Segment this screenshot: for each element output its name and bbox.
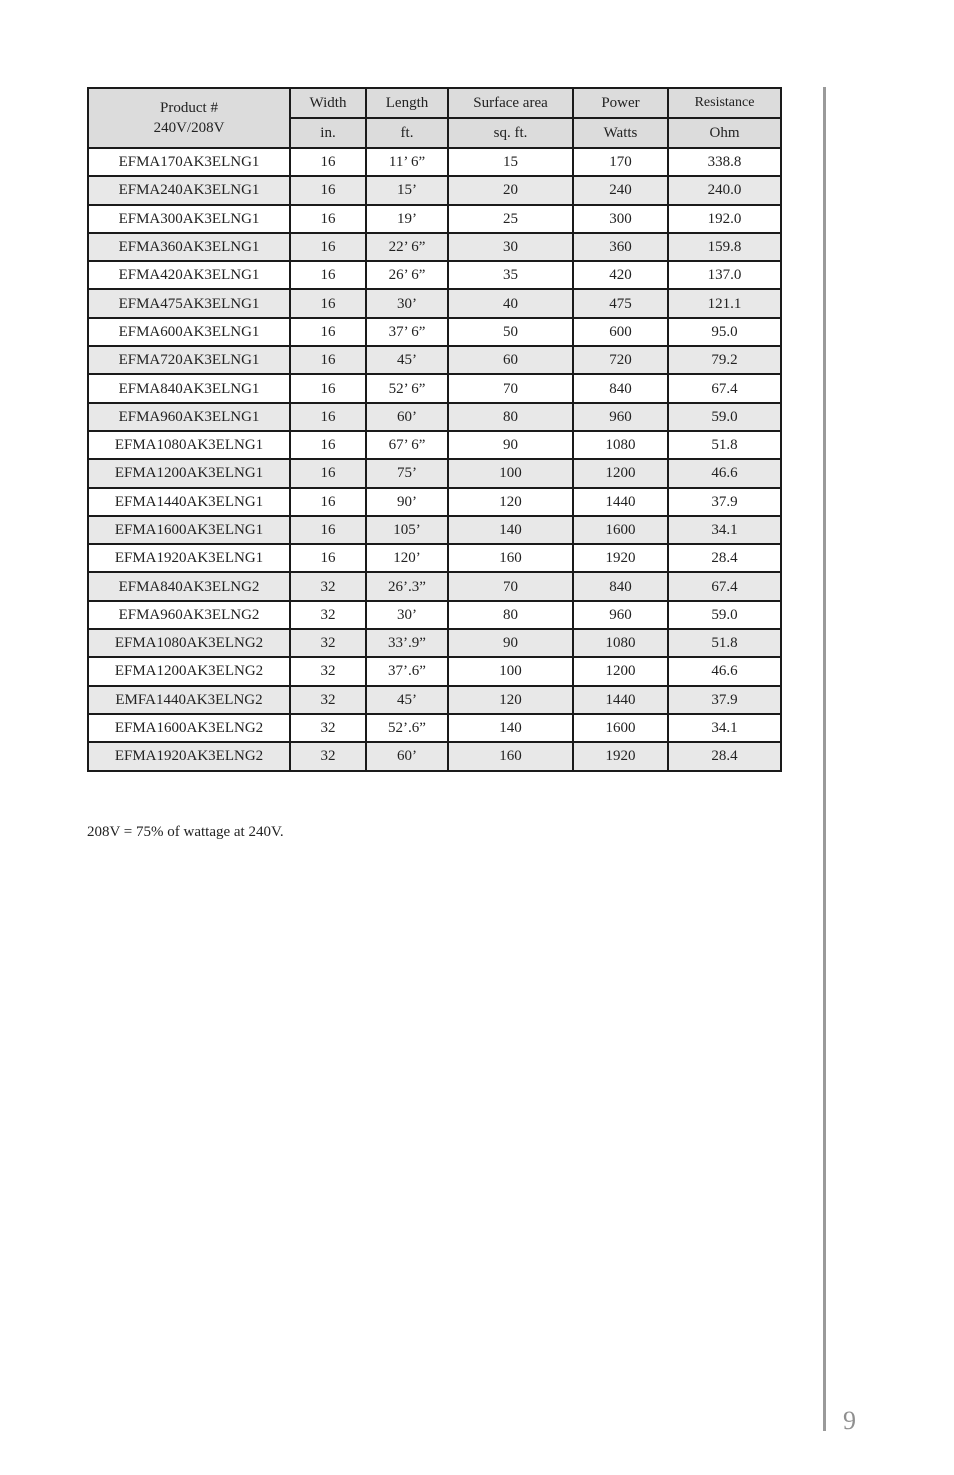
table-body [88, 148, 781, 771]
table-row [88, 176, 781, 204]
cell-resistance: 137.0 [668, 261, 781, 289]
cell-surface-area: 80 [448, 601, 573, 629]
cell-surface-area: 140 [448, 714, 573, 742]
table-row [88, 459, 781, 487]
table-row [88, 261, 781, 289]
cell-resistance: 59.0 [668, 403, 781, 431]
cell-resistance: 67.4 [668, 572, 781, 600]
cell-product: EFMA1200AK3ELNG2 [88, 657, 290, 685]
cell-width: 16 [290, 205, 366, 233]
table-row [88, 572, 781, 600]
cell-width: 16 [290, 403, 366, 431]
cell-surface-area: 90 [448, 629, 573, 657]
cell-resistance: 95.0 [668, 318, 781, 346]
cell-surface-area: 120 [448, 686, 573, 714]
cell-length: 60’ [366, 742, 448, 770]
cell-power: 1920 [573, 544, 668, 572]
cell-length: 37’ 6” [366, 318, 448, 346]
cell-power: 1600 [573, 714, 668, 742]
cell-power: 300 [573, 205, 668, 233]
cell-length: 52’.6” [366, 714, 448, 742]
cell-width: 16 [290, 544, 366, 572]
unit-surface-area: sq. ft. [448, 118, 573, 148]
cell-power: 1080 [573, 431, 668, 459]
cell-length: 19’ [366, 205, 448, 233]
cell-surface-area: 100 [448, 459, 573, 487]
cell-surface-area: 140 [448, 516, 573, 544]
table-row [88, 346, 781, 374]
cell-surface-area: 100 [448, 657, 573, 685]
table-row [88, 601, 781, 629]
cell-resistance: 37.9 [668, 686, 781, 714]
header-row-titles [88, 88, 781, 118]
cell-product: EFMA600AK3ELNG1 [88, 318, 290, 346]
cell-resistance: 34.1 [668, 516, 781, 544]
table-row [88, 714, 781, 742]
cell-surface-area: 50 [448, 318, 573, 346]
cell-surface-area: 35 [448, 261, 573, 289]
cell-resistance: 79.2 [668, 346, 781, 374]
cell-surface-area: 20 [448, 176, 573, 204]
cell-product: EFMA1080AK3ELNG1 [88, 431, 290, 459]
header-resistance: Resistance [668, 88, 781, 118]
cell-product: EFMA1440AK3ELNG1 [88, 488, 290, 516]
cell-surface-area: 90 [448, 431, 573, 459]
unit-length: ft. [366, 118, 448, 148]
header-width: Width [290, 88, 366, 118]
cell-surface-area: 15 [448, 148, 573, 176]
table-row [88, 289, 781, 317]
cell-length: 75’ [366, 459, 448, 487]
cell-power: 600 [573, 318, 668, 346]
cell-resistance: 67.4 [668, 374, 781, 402]
header-power: Power [573, 88, 668, 118]
cell-product: EFMA1920AK3ELNG1 [88, 544, 290, 572]
cell-length: 37’.6” [366, 657, 448, 685]
table-row [88, 742, 781, 770]
margin-rule [823, 87, 826, 1431]
cell-resistance: 338.8 [668, 148, 781, 176]
cell-product: EFMA840AK3ELNG2 [88, 572, 290, 600]
cell-width: 16 [290, 374, 366, 402]
cell-resistance: 51.8 [668, 431, 781, 459]
cell-width: 32 [290, 572, 366, 600]
cell-product: EMFA1440AK3ELNG2 [88, 686, 290, 714]
table-row [88, 205, 781, 233]
table-row [88, 148, 781, 176]
cell-product: EFMA960AK3ELNG2 [88, 601, 290, 629]
cell-length: 15’ [366, 176, 448, 204]
cell-width: 32 [290, 714, 366, 742]
cell-product: EFMA240AK3ELNG1 [88, 176, 290, 204]
cell-resistance: 192.0 [668, 205, 781, 233]
cell-product: EFMA170AK3ELNG1 [88, 148, 290, 176]
cell-resistance: 46.6 [668, 657, 781, 685]
table-row [88, 233, 781, 261]
cell-length: 67’ 6” [366, 431, 448, 459]
cell-resistance: 46.6 [668, 459, 781, 487]
table-row [88, 318, 781, 346]
cell-resistance: 37.9 [668, 488, 781, 516]
cell-power: 1080 [573, 629, 668, 657]
cell-length: 60’ [366, 403, 448, 431]
cell-width: 32 [290, 742, 366, 770]
table-row [88, 516, 781, 544]
cell-product: EFMA475AK3ELNG1 [88, 289, 290, 317]
table-row [88, 488, 781, 516]
cell-resistance: 121.1 [668, 289, 781, 317]
cell-surface-area: 70 [448, 374, 573, 402]
cell-power: 1440 [573, 686, 668, 714]
table-row [88, 403, 781, 431]
cell-surface-area: 60 [448, 346, 573, 374]
cell-product: EFMA420AK3ELNG1 [88, 261, 290, 289]
cell-length: 105’ [366, 516, 448, 544]
table-row [88, 686, 781, 714]
table-row [88, 374, 781, 402]
cell-width: 16 [290, 289, 366, 317]
cell-power: 1600 [573, 516, 668, 544]
cell-length: 120’ [366, 544, 448, 572]
cell-width: 32 [290, 657, 366, 685]
cell-width: 32 [290, 686, 366, 714]
cell-length: 45’ [366, 346, 448, 374]
cell-product: EFMA1600AK3ELNG1 [88, 516, 290, 544]
cell-length: 26’.3” [366, 572, 448, 600]
cell-width: 16 [290, 318, 366, 346]
cell-resistance: 240.0 [668, 176, 781, 204]
cell-length: 33’.9” [366, 629, 448, 657]
header-length: Length [366, 88, 448, 118]
cell-power: 840 [573, 374, 668, 402]
cell-surface-area: 30 [448, 233, 573, 261]
cell-power: 360 [573, 233, 668, 261]
cell-length: 11’ 6” [366, 148, 448, 176]
cell-product: EFMA360AK3ELNG1 [88, 233, 290, 261]
cell-width: 16 [290, 459, 366, 487]
cell-width: 16 [290, 431, 366, 459]
header-product-voltage: 240V/208V [153, 120, 225, 136]
cell-width: 32 [290, 629, 366, 657]
unit-width: in. [290, 118, 366, 148]
cell-length: 52’ 6” [366, 374, 448, 402]
cell-power: 840 [573, 572, 668, 600]
cell-width: 32 [290, 601, 366, 629]
cell-length: 30’ [366, 601, 448, 629]
cell-width: 16 [290, 488, 366, 516]
cell-length: 90’ [366, 488, 448, 516]
cell-surface-area: 40 [448, 289, 573, 317]
cell-power: 960 [573, 601, 668, 629]
cell-product: EFMA1600AK3ELNG2 [88, 714, 290, 742]
table-row [88, 657, 781, 685]
cell-product: EFMA720AK3ELNG1 [88, 346, 290, 374]
footnote: 208V = 75% of wattage at 240V. [87, 824, 284, 840]
unit-resistance: Ohm [668, 118, 781, 148]
cell-resistance: 159.8 [668, 233, 781, 261]
cell-width: 16 [290, 233, 366, 261]
table-row [88, 544, 781, 572]
cell-power: 1920 [573, 742, 668, 770]
header-product [88, 88, 290, 148]
cell-resistance: 34.1 [668, 714, 781, 742]
cell-product: EFMA1200AK3ELNG1 [88, 459, 290, 487]
cell-resistance: 51.8 [668, 629, 781, 657]
cell-resistance: 28.4 [668, 742, 781, 770]
cell-width: 16 [290, 516, 366, 544]
cell-power: 1440 [573, 488, 668, 516]
table-header [88, 88, 781, 148]
cell-width: 16 [290, 148, 366, 176]
cell-length: 26’ 6” [366, 261, 448, 289]
cell-length: 45’ [366, 686, 448, 714]
cell-power: 960 [573, 403, 668, 431]
table-row [88, 629, 781, 657]
cell-product: EFMA1920AK3ELNG2 [88, 742, 290, 770]
cell-power: 1200 [573, 657, 668, 685]
unit-power: Watts [573, 118, 668, 148]
cell-surface-area: 160 [448, 544, 573, 572]
cell-power: 170 [573, 148, 668, 176]
header-surface-area: Surface area [448, 88, 573, 118]
cell-power: 240 [573, 176, 668, 204]
cell-power: 475 [573, 289, 668, 317]
cell-length: 30’ [366, 289, 448, 317]
cell-surface-area: 120 [448, 488, 573, 516]
cell-power: 420 [573, 261, 668, 289]
cell-length: 22’ 6” [366, 233, 448, 261]
cell-surface-area: 80 [448, 403, 573, 431]
cell-width: 16 [290, 176, 366, 204]
cell-power: 720 [573, 346, 668, 374]
cell-product: EFMA960AK3ELNG1 [88, 403, 290, 431]
cell-width: 16 [290, 346, 366, 374]
table-row [88, 431, 781, 459]
cell-surface-area: 70 [448, 572, 573, 600]
cell-power: 1200 [573, 459, 668, 487]
cell-product: EFMA840AK3ELNG1 [88, 374, 290, 402]
cell-surface-area: 25 [448, 205, 573, 233]
cell-product: EFMA1080AK3ELNG2 [88, 629, 290, 657]
cell-product: EFMA300AK3ELNG1 [88, 205, 290, 233]
page-number: 9 [843, 1406, 856, 1435]
cell-width: 16 [290, 261, 366, 289]
cell-resistance: 28.4 [668, 544, 781, 572]
cell-resistance: 59.0 [668, 601, 781, 629]
header-product-label: Product # [160, 100, 218, 116]
product-spec-table [87, 87, 782, 772]
cell-surface-area: 160 [448, 742, 573, 770]
